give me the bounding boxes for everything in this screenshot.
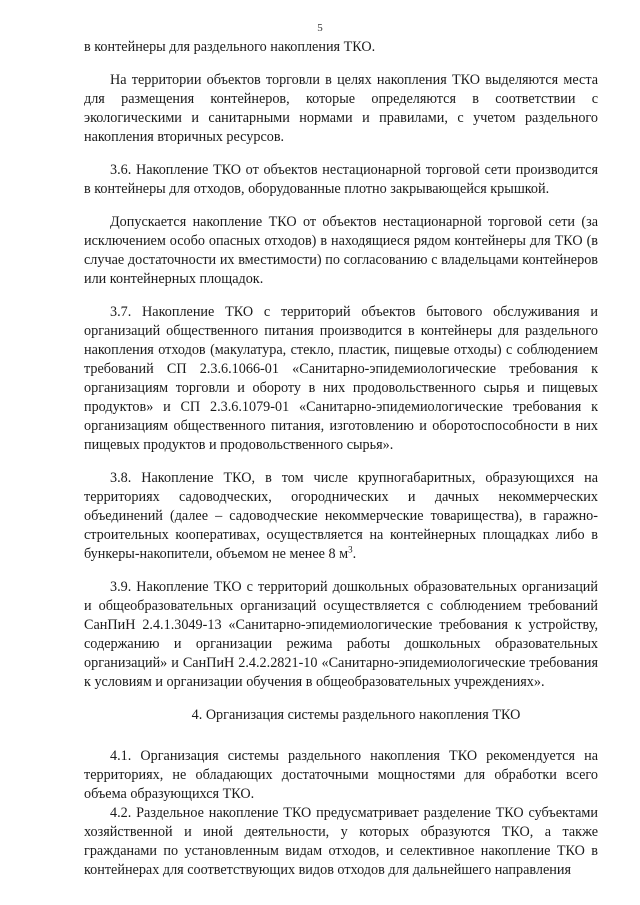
paragraph-continuation: в контейнеры для раздельного накопления ТКО. — [84, 39, 376, 55]
document-body — [84, 38, 598, 880]
paragraph-3-6: 3.6. Накопление ТКО от объектов нестационарной торговой сети производится в контейнеры для отходов, оборудованные плотно закрывающейся крышкой. — [84, 162, 598, 197]
cubic-superscript: 3 — [348, 544, 353, 555]
paragraph-4-1: 4.1. Организация системы раздельного накопления ТКО рекомендуется на территориях, не обладающих достаточными мощностями для обработки всего объема образующихся ТКО. — [84, 748, 598, 802]
section-heading-4: 4. Организация системы раздельного накопления ТКО — [191, 707, 521, 723]
paragraph-3-7: 3.7. Накопление ТКО с территорий объектов бытового обслуживания и организаций общественного питания производится в контейнеры для раздельного накопления отходов (макулатура, стекло, пластик, пищевые отходы) с соблюдением требований СП 2.3.6.1066-01 «Санитарно-эпидемиологические требования к организациям торговли и обороту в них продовольственного сырья и пищевых продуктов» и СП 2.3.6.1079-01 «Санитарно-эпидемиологические требования к организациям общественного питания, изготовлению и оборотоспособности в них пищевых продуктов и продовольственного сырья». — [84, 304, 598, 453]
paragraph-4-2: 4.2. Раздельное накопление ТКО предусматривает разделение ТКО субъектами хозяйственной и иной деятельности, у которых образуются ТКО, а также гражданами по установленным видам отходов, и селективное накопление ТКО в контейнерах для соответствующих видов отходов для дальнейшего направления — [84, 805, 598, 878]
paragraph-trade-sites: На территории объектов торговли в целях накопления ТКО выделяются места для размещения контейнеров, которые определяются в соответствии с экологическими и санитарными нормами и правилами, с учетом раздельного накопления вторичных ресурсов. — [84, 72, 598, 145]
paragraph-3-8 — [84, 469, 598, 564]
paragraph-nonstationary: Допускается накопление ТКО от объектов нестационарной торговой сети (за исключением особо опасных отходов) в находящиеся рядом контейнеры для ТКО (в случае достаточности их вместимости) по согласованию с владельцами контейнеров или контейнерных площадок. — [84, 214, 598, 287]
page-number: 5 — [317, 22, 323, 34]
paragraph-3-8-text: 3.8. Накопление ТКО, в том числе крупногабаритных, образующихся на территориях садоводческих, огороднических и дачных некоммерческих объединений (далее – садоводческие некоммерческие товарищества), в гаражно-строительных кооперативах, осуществляется на контейнерных площадках либо в бункеры-накопители, объемом не менее 8 м — [84, 470, 598, 562]
paragraph-3-8-end: . — [352, 546, 357, 562]
paragraph-3-9: 3.9. Накопление ТКО с территорий дошкольных образовательных организаций и общеобразовательных организаций осуществляется с соблюдением требований СанПиН 2.4.1.3049-13 «Санитарно-эпидемиологические требования к устройству, содержанию и организации режима работы дошкольных образовательных организаций» и СанПиН 2.4.2.2821-10 «Санитарно-эпидемиологические требования к условиям и организации обучения в общеобразовательных учреждениях». — [84, 579, 598, 690]
